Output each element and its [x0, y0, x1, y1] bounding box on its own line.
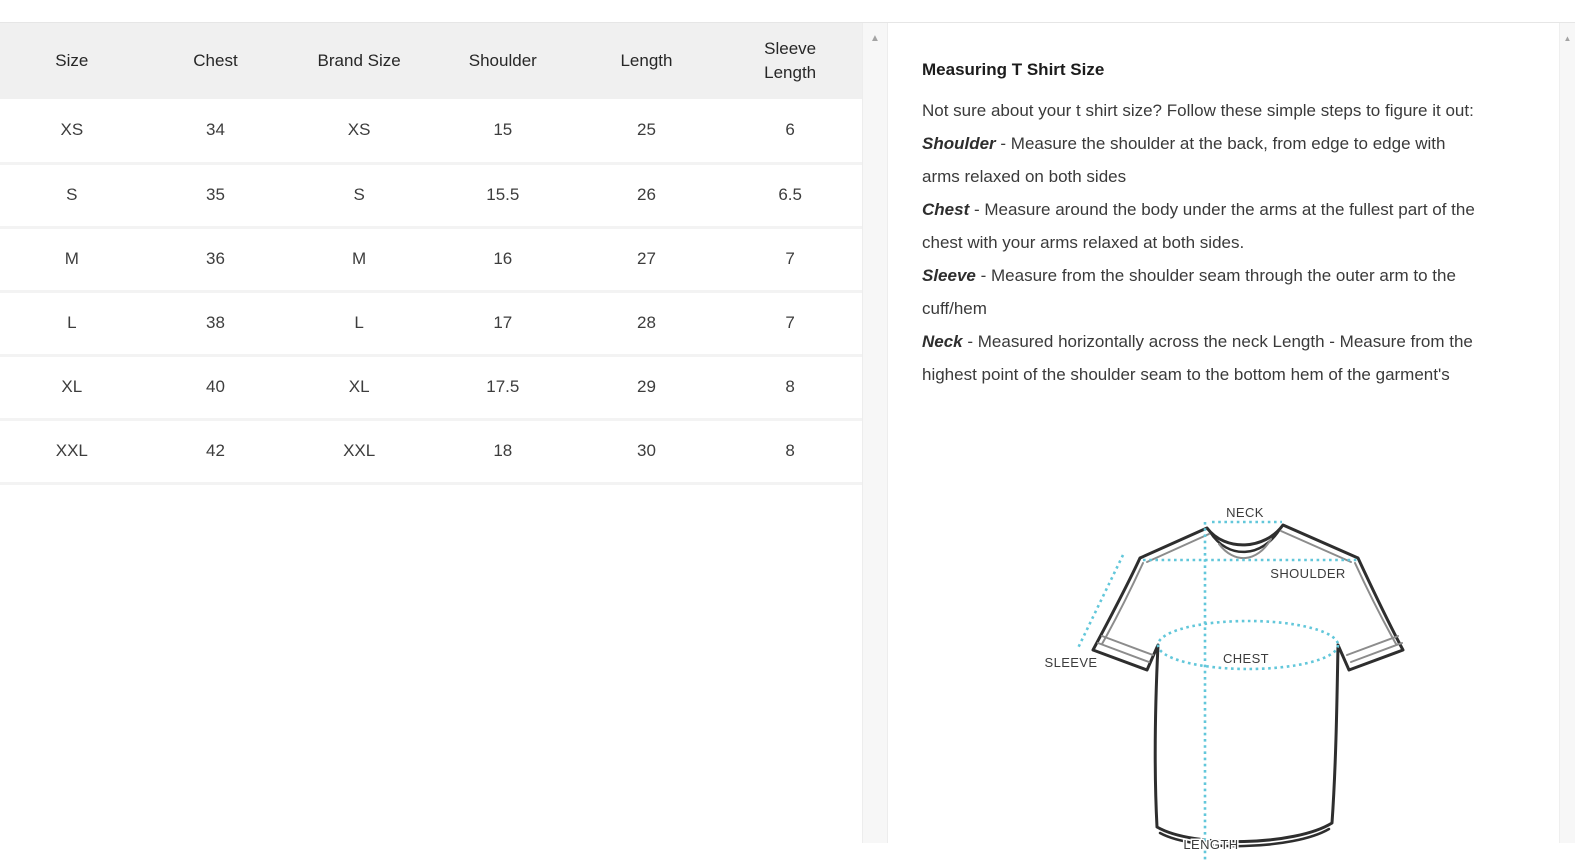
- table-cell: M: [0, 227, 144, 291]
- table-cell: 28: [575, 291, 719, 355]
- table-cell: 8: [718, 419, 862, 483]
- page-scrollbar[interactable]: [1559, 23, 1575, 843]
- scroll-up-icon[interactable]: ▲: [870, 33, 880, 44]
- step-text: - Measure from the shoulder seam through the outer arm to the cuff/hem: [922, 266, 1456, 318]
- table-scrollbar[interactable]: [862, 23, 888, 843]
- header-cell: Sleeve Length: [718, 23, 862, 99]
- table-row: [0, 419, 862, 483]
- table-cell: 16: [431, 227, 575, 291]
- table-cell: 6: [718, 99, 862, 163]
- header-cell: Chest: [144, 23, 288, 99]
- table-cell: L: [0, 291, 144, 355]
- table-cell: S: [0, 163, 144, 227]
- step-term: Chest: [922, 200, 970, 219]
- step-term: Neck: [922, 332, 963, 351]
- step-term: Shoulder: [922, 134, 996, 153]
- header-cell: Brand Size: [287, 23, 431, 99]
- table-cell: XS: [287, 99, 431, 163]
- size-chart-table: [0, 23, 862, 485]
- guide-step: [922, 193, 1480, 259]
- header-cell: Shoulder: [431, 23, 575, 99]
- table-cell: 8: [718, 355, 862, 419]
- sleeve-label: SLEEVE: [1044, 655, 1098, 670]
- table-cell: XXL: [0, 419, 144, 483]
- length-label: LENGTH: [1183, 837, 1239, 852]
- size-table-body: [0, 99, 862, 483]
- step-text: - Measure the shoulder at the back, from edge to edge with arms relaxed on both sides: [922, 134, 1446, 186]
- table-row: [0, 99, 862, 163]
- table-cell: 42: [144, 419, 288, 483]
- guide-step: [922, 127, 1480, 193]
- header-cell: Size: [0, 23, 144, 99]
- step-text: - Measure around the body under the arms at the fullest part of the chest with your arms relaxed at both sides.: [922, 200, 1475, 252]
- table-cell: 27: [575, 227, 719, 291]
- table-row: [0, 355, 862, 419]
- table-cell: M: [287, 227, 431, 291]
- table-cell: 7: [718, 227, 862, 291]
- guide-intro: Not sure about your t shirt size? Follow these simple steps to figure it out:: [922, 101, 1474, 120]
- table-cell: 17: [431, 291, 575, 355]
- guide-title: Measuring T Shirt Size: [922, 60, 1105, 79]
- tshirt-diagram: [1035, 488, 1465, 860]
- table-cell: 18: [431, 419, 575, 483]
- table-cell: 15.5: [431, 163, 575, 227]
- guide-content: [888, 23, 1559, 391]
- table-cell: L: [287, 291, 431, 355]
- table-cell: 29: [575, 355, 719, 419]
- size-table-header-row: [0, 23, 862, 99]
- step-text: - Measured horizontally across the neck Length - Measure from the highest point of the shoulder seam to the bottom hem of the garment's: [922, 332, 1473, 384]
- header-cell: Length: [575, 23, 719, 99]
- table-cell: XS: [0, 99, 144, 163]
- table-cell: 17.5: [431, 355, 575, 419]
- table-row: [0, 163, 862, 227]
- table-cell: XL: [0, 355, 144, 419]
- table-cell: XXL: [287, 419, 431, 483]
- chest-label: CHEST: [1222, 651, 1270, 666]
- table-cell: XL: [287, 355, 431, 419]
- guide-steps: [922, 127, 1559, 391]
- table-cell: 6.5: [718, 163, 862, 227]
- table-cell: 30: [575, 419, 719, 483]
- table-cell: 7: [718, 291, 862, 355]
- step-term: Sleeve: [922, 266, 976, 285]
- table-cell: 15: [431, 99, 575, 163]
- table-cell: 36: [144, 227, 288, 291]
- neck-label: NECK: [1226, 505, 1264, 520]
- table-row: [0, 227, 862, 291]
- table-cell: 38: [144, 291, 288, 355]
- table-cell: 34: [144, 99, 288, 163]
- table-cell: 25: [575, 99, 719, 163]
- guide-step: [922, 325, 1480, 391]
- table-cell: 26: [575, 163, 719, 227]
- guide-step: [922, 259, 1480, 325]
- scroll-up-icon[interactable]: ▲: [1563, 34, 1572, 43]
- size-chart-panel: [0, 23, 862, 843]
- shoulder-label: SHOULDER: [1270, 566, 1346, 581]
- table-cell: 35: [144, 163, 288, 227]
- table-cell: 40: [144, 355, 288, 419]
- table-row: [0, 291, 862, 355]
- table-cell: S: [287, 163, 431, 227]
